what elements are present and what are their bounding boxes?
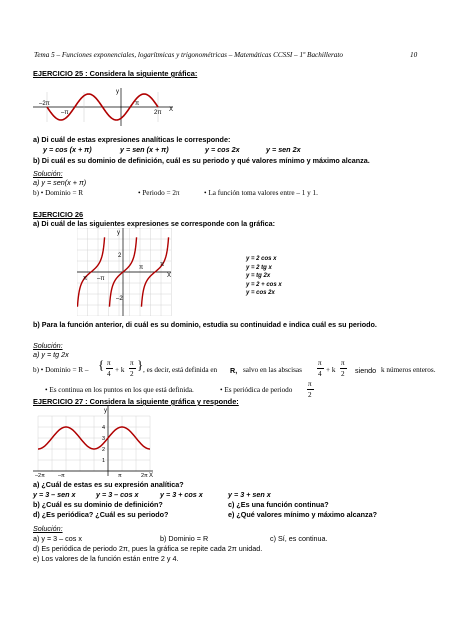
exercise-25-graph xyxy=(33,88,183,126)
frac2-bar xyxy=(129,368,136,369)
ex27-solution-a: a) y = 3 – cos x xyxy=(33,534,82,543)
tick-neg2: –2 xyxy=(116,296,123,302)
ex26-option-2: y = 2 tg x xyxy=(246,264,272,271)
y-axis-label: y xyxy=(117,230,120,236)
tick-2pi: 2π xyxy=(154,110,162,116)
ex26-domain-text-2: salvo en las abscisas xyxy=(243,366,302,374)
frac4-den: 2 xyxy=(341,370,345,378)
ex27-question-b: b) ¿Cuál es su dominio de definición? xyxy=(33,500,163,509)
ex27-question-a: a) ¿Cuál de estas es su expresión analítica? xyxy=(33,480,184,489)
ex25-solution-range: • La función toma valores entre – 1 y 1. xyxy=(204,189,318,197)
ex26-period: • Es periódica de periodo xyxy=(220,386,293,394)
ex26-option-4: y = 2 + cos x xyxy=(246,281,282,288)
frac1-bar xyxy=(106,368,113,369)
brace-right: } xyxy=(137,357,144,372)
frac1-den: 4 xyxy=(107,370,111,378)
ex27-option-3: y = 3 + cos x xyxy=(160,490,203,499)
ex26-domain-text: , es decir, está definida en xyxy=(143,366,218,374)
ex27-option-1: y = 3 – sen x xyxy=(33,490,76,499)
ex27-option-4: y = 3 + sen x xyxy=(228,490,271,499)
exercise-27-title: EJERCICIO 27 : Considera la siguiente gráfica y responde: xyxy=(33,397,239,406)
plus-k-1: + k xyxy=(115,366,125,374)
x-axis-label: X xyxy=(167,273,172,279)
ex26-option-1: y = 2 cos x xyxy=(246,256,277,262)
frac2-num: π xyxy=(130,359,134,367)
ex25-option-1: y = cos (x + π) xyxy=(43,145,92,154)
ex26-option-5: y = cos 2x xyxy=(246,290,275,297)
frac3-bar xyxy=(317,368,324,369)
ex26-option-3: y = tg 2x xyxy=(246,273,271,280)
tick-2pi: 2π xyxy=(141,473,148,478)
ex27-solution-label: Solución: xyxy=(33,524,63,533)
ex27-solution-e: e) Los valores de la función están entre 2 y 4. xyxy=(33,554,179,563)
brace-left: { xyxy=(98,357,105,372)
ex26-domain-end: k números enteros. xyxy=(381,366,436,374)
ex25-solution-a: a) y = sen(x + π) xyxy=(33,178,87,187)
plus-k-2: + k xyxy=(326,366,336,374)
ex26-continuity: • Es continua en los puntos en los que está definida. xyxy=(45,386,194,394)
tick-pi: π xyxy=(135,101,140,107)
x-axis-label: X xyxy=(149,473,154,478)
ex26-solution-a: a) y = tg 2x xyxy=(33,350,69,359)
tick-pi: π xyxy=(139,265,144,271)
frac1-num: π xyxy=(107,359,111,367)
ex26-question-b: b) Para la función anterior, di cuál es su dominio, estudia su continuidad e indica cuál es su periodo. xyxy=(33,320,377,329)
x-axis-label: X xyxy=(169,107,174,113)
tick-negpi-2: π xyxy=(83,276,88,282)
ex25-solution-domain: b) • Dominio = R xyxy=(33,189,84,197)
tick-2: 2 xyxy=(102,447,106,453)
ex25-solution-period: • Periodo = 2π xyxy=(138,189,180,197)
exercise-27-graph xyxy=(33,406,161,478)
tick-negpi: –π xyxy=(61,110,69,116)
frac5-bar xyxy=(307,389,314,390)
tick-pi: π xyxy=(118,473,122,478)
tick-negpi: –π xyxy=(58,473,65,478)
ex27-solution-b: b) Dominio = R xyxy=(160,534,209,543)
exercise-26-graph xyxy=(77,228,197,316)
tick-negpi: –π xyxy=(97,276,105,282)
y-axis-label: y xyxy=(104,408,107,414)
exercise-26-title: EJERCICIO 26 xyxy=(33,210,84,219)
ex25-option-3: y = cos 2x xyxy=(205,145,240,154)
ex25-option-4: y = sen 2x xyxy=(266,145,301,154)
ex25-question-a: a) Di cuál de estas expresiones analíticas le corresponde: xyxy=(33,135,231,144)
frac2-den: 2 xyxy=(130,370,134,378)
ex26-domain-R: R, xyxy=(230,366,238,375)
page-number: 10 xyxy=(410,51,418,59)
tick-neg2pi: –2π xyxy=(35,473,45,478)
frac3-num: π xyxy=(318,359,322,367)
ex26-domain-start: b) • Dominio = R – xyxy=(33,366,89,374)
page-header: Tema 5 – Funciones exponenciales, logarítmicas y trigonométricas – Matemáticas CCSSI – 1º Bachillerato xyxy=(34,51,343,59)
y-axis-label: y xyxy=(116,89,119,95)
tick-1: 1 xyxy=(102,458,106,464)
ex26-solution-label: Solución: xyxy=(33,341,63,350)
frac5-den: 2 xyxy=(308,391,312,399)
ex25-solution-label: Solución: xyxy=(33,169,63,178)
ex26-question-a: a) Di cuál de las siguientes expresiones se corresponde con la gráfica: xyxy=(33,219,276,228)
ex25-option-2: y = sen (x + π) xyxy=(120,145,169,154)
frac4-bar xyxy=(340,368,347,369)
frac5-num: π xyxy=(308,380,312,388)
ex27-option-2: y = 3 – cos x xyxy=(96,490,139,499)
grid xyxy=(38,416,150,471)
tick-pi-2: π xyxy=(160,262,165,268)
frac4-num: π xyxy=(341,359,345,367)
tick-neg2pi: –2π xyxy=(39,101,50,107)
tick-2: 2 xyxy=(118,253,122,259)
ex26-options-list xyxy=(246,255,282,298)
ex27-question-c: c) ¿Es una función continua? xyxy=(228,500,329,509)
ex27-question-e: e) ¿Qué valores mínimo y máximo alcanza? xyxy=(228,510,377,519)
ex26-domain-siendo: siendo xyxy=(355,366,377,375)
tick-4: 4 xyxy=(102,425,106,431)
ex27-solution-d: d) Es periódica de periodo 2π, pues la gráfica se repite cada 2π unidad. xyxy=(33,544,263,553)
exercise-25-title: EJERCICIO 25 : Considera la siguiente gráfica: xyxy=(33,69,198,78)
ex27-question-d: d) ¿Es periódica? ¿Cuál es su periodo? xyxy=(33,510,169,519)
ex27-solution-c: c) Sí, es continua. xyxy=(270,534,328,543)
frac3-den: 4 xyxy=(318,370,322,378)
tick-3: 3 xyxy=(102,436,106,442)
ex25-question-b: b) Di cuál es su dominio de definición, cuál es su periodo y qué valores mínimo y máximo alcanza. xyxy=(33,156,370,165)
